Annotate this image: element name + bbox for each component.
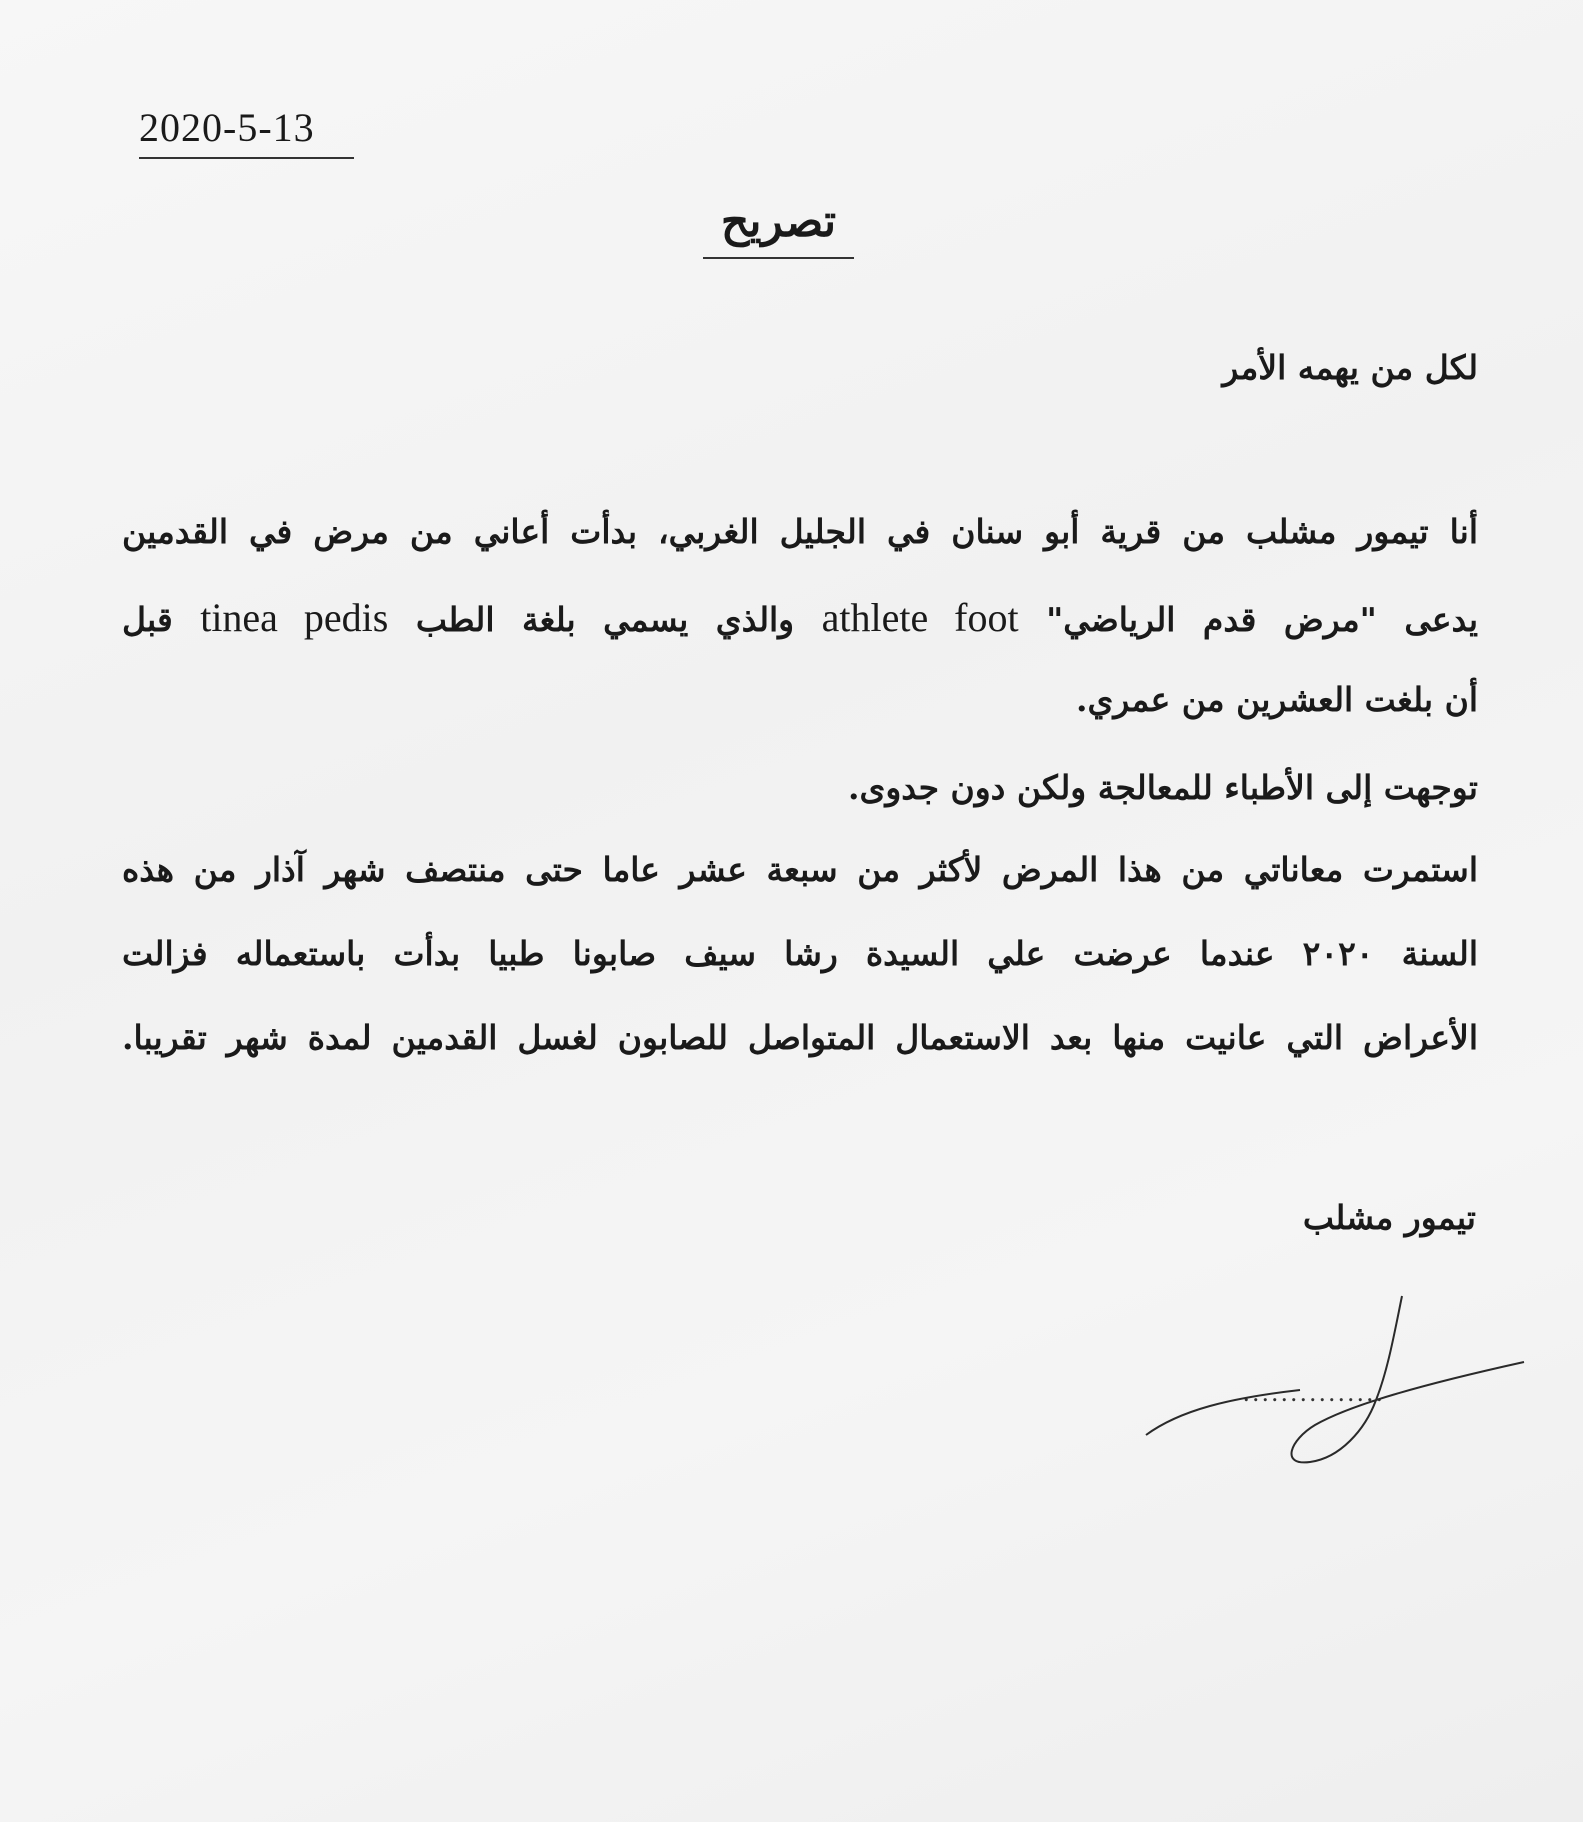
body-line-7: الأعراض التي عانيت منها بعد الاستعمال المتواصل للصابون لغسل القدمين لمدة شهر تقريبا.: [122, 1018, 1478, 1057]
body-line-4: توجهت إلى الأطباء للمعالجة ولكن دون جدوى.: [848, 768, 1478, 807]
body-text: والذي يسمي بلغة الطب: [415, 600, 795, 639]
signature-line: ...............: [1243, 1378, 1386, 1407]
body-line-3: أن بلغت العشرين من عمري.: [1076, 680, 1478, 719]
document-date: 2020-5-13: [139, 104, 354, 159]
body-line-5: استمرت معاناتي من هذا المرض لأكثر من سبعة عشر عاما حتى منتصف شهر آذار من هذه: [122, 850, 1478, 889]
body-text: قبل: [122, 600, 173, 639]
signer-name: تيمور مشلب: [1302, 1198, 1476, 1237]
body-line-1: أنا تيمور مشلب من قرية أبو سنان في الجليل الغربي، بدأت أعاني من مرض في القدمين: [122, 512, 1478, 551]
body-text: يدعى "مرض قدم الرياضي": [1046, 600, 1479, 639]
salutation: لكل من يهمه الأمر: [1222, 348, 1478, 387]
body-line-6: السنة ٢٠٢٠ عندما عرضت علي السيدة رشا سيف صابونا طبيا بدأت باستعماله فزالت: [122, 934, 1478, 973]
document-title: تصريح: [703, 196, 854, 259]
handwritten-signature: [1140, 1290, 1540, 1470]
english-term: athlete foot: [821, 595, 1019, 640]
body-line-2: [122, 594, 1478, 641]
english-term: tinea pedis: [200, 595, 389, 640]
